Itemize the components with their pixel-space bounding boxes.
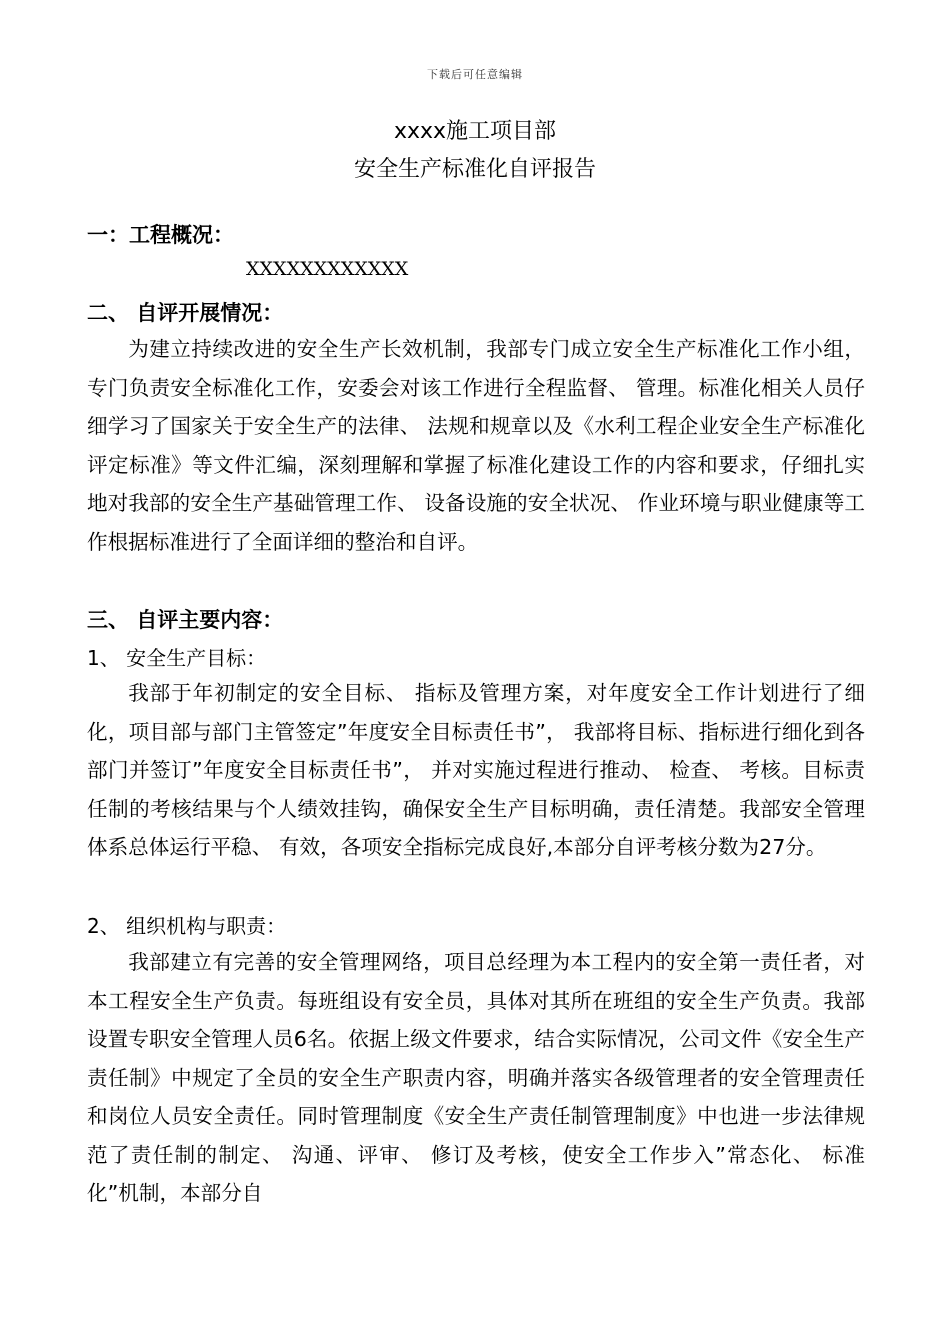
item1-heading: 1、 安全生产目标： — [87, 646, 267, 670]
project-name: XXXXXXXXXXXX — [246, 258, 409, 280]
item2-heading: 2、 组织机构与职责： — [87, 914, 287, 938]
section3-heading: 三、 自评主要内容： — [87, 608, 284, 632]
header-note: 下载后可任意编辑 — [427, 68, 523, 81]
item1-paragraph: 我部于年初制定的安全目标、 指标及管理方案，对年度安全工作计划进行了细化，项目部与部门主管签定”年度安全目标责任书”， 我部将目标、指标进行细化到各部门并签订”年度安全目标责任书”， 并对实施过程进行推动、 检查、 考核。目标责任制的考核结果与个人绩效挂钩，确保安全生产目标明确，责任清楚。我部安全管理体系总体运行平稳、 有效，各项安全指标完成良好,本部分自评考核分数为27分。 — [87, 681, 865, 859]
section1-heading: 一：工程概况： — [87, 223, 234, 247]
item2-paragraph: 我部建立有完善的安全管理网络，项目总经理为本工程内的安全第一责任者，对本工程安全生产负责。每班组设有安全员，具体对其所在班组的安全生产负责。我部设置专职安全管理人员6名。依据上级文件要求，结合实际情况，公司文件《安全生产责任制》中规定了全员的安全生产职责内容，明确并落实各级管理者的安全管理责任和岗位人员安全责任。同时管理制度《安全生产责任制管理制度》中也进一步法律规范了责任制的制定、 沟通、评审、 修订及考核，使安全工作步入”常态化、 标准化”机制，本部分自 — [87, 950, 865, 1205]
section2-paragraph: 为建立持续改进的安全生产长效机制，我部专门成立安全生产标准化工作小组，专门负责安全标准化工作，安委会对该工作进行全程监督、 管理。标准化相关人员仔细学习了国家关于安全生产的法律、 法规和规章以及《水利工程企业安全生产标准化评定标准》等文件汇编，深刻理解和掌握了标准化建设工作的内容和要求，仔细扎实地对我部的安全生产基础管理工作、 设备设施的安全状况、 作业环境与职业健康等工作根据标准进行了全面详细的整治和自评。 — [87, 337, 865, 554]
section2-heading: 二、 自评开展情况： — [87, 301, 284, 325]
document-title: xxxx施工项目部 — [393, 119, 557, 144]
document-subtitle: 安全生产标准化自评报告 — [353, 157, 596, 182]
